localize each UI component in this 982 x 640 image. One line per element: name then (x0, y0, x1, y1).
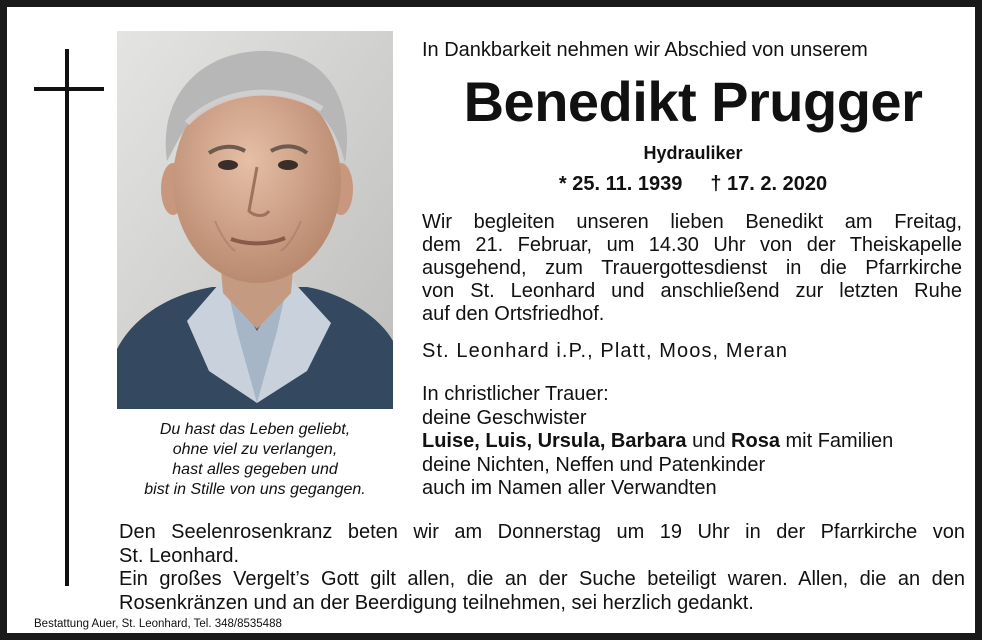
siblings-names: Luise, Luis, Ursula, Barbara (422, 430, 687, 452)
cross-horizontal-bar (34, 87, 104, 91)
mourners-siblings (422, 430, 893, 454)
funeral-line: von St. Leonhard und anschließend zur letzten Ruhe (422, 280, 962, 302)
funeral-line: Wir begleiten unseren lieben Benedikt am Freitag, (422, 211, 962, 233)
birth-date: * 25. 11. 1939 (558, 173, 683, 195)
life-dates (419, 173, 967, 196)
with-families: mit Familien (785, 430, 894, 452)
poem-line: bist in Stille von uns gegangen. (144, 481, 366, 498)
intro-text: In Dankbarkeit nehmen wir Abschied von unserem (422, 39, 868, 61)
and-word: und (692, 430, 726, 452)
rosary-and-thanks (119, 521, 965, 615)
poem-line: ohne viel zu verlangen, (172, 441, 338, 458)
poem-line: hast alles gegeben und (172, 461, 338, 478)
funeral-line: ausgehend, zum Trauergottesdienst in die Pfarrkirche (422, 257, 962, 279)
mourners-siblings-label: deine Geschwister (422, 406, 587, 429)
mourners-list (422, 383, 893, 501)
deceased-name: Benedikt Prugger (463, 70, 923, 133)
mourners-relatives: auch im Namen aller Verwandten (422, 477, 717, 499)
last-sibling-name: Rosa (731, 430, 780, 452)
bottom-line: St. Leonhard. (119, 544, 240, 567)
funeral-line: auf den Ortsfriedhof. (422, 303, 605, 325)
portrait-photo (117, 31, 393, 409)
mourners-heading: In christlicher Trauer: (422, 383, 609, 405)
places-line: St. Leonhard i.P., Platt, Moos, Meran (422, 340, 789, 362)
bottom-line: Rosenkränzen und an der Beerdigung teilnehmen, sei herzlich gedankt. (119, 591, 754, 614)
funeral-line: dem 21. Februar, um 14.30 Uhr von der Theiskapelle (422, 234, 962, 256)
mourners-nieces: deine Nichten, Neffen und Patenkinder (422, 453, 766, 476)
cross-vertical-bar (65, 49, 69, 586)
death-date: † 17. 2. 2020 (710, 173, 828, 195)
funeral-announcement (422, 211, 962, 326)
poem-line: Du hast das Leben geliebt, (159, 421, 351, 438)
funeral-home-footer: Bestattung Auer, St. Leonhard, Tel. 348/8535488 (34, 618, 282, 630)
occupation: Hydrauliker (643, 143, 743, 163)
memorial-poem (107, 420, 403, 500)
bottom-line: Ein großes Vergelt’s Gott gilt allen, die an der Suche beteiligt waren. Allen, die an den (119, 568, 965, 590)
bottom-line: Den Seelenrosenkranz beten wir am Donnerstag um 19 Uhr in der Pfarrkirche von (119, 521, 965, 543)
